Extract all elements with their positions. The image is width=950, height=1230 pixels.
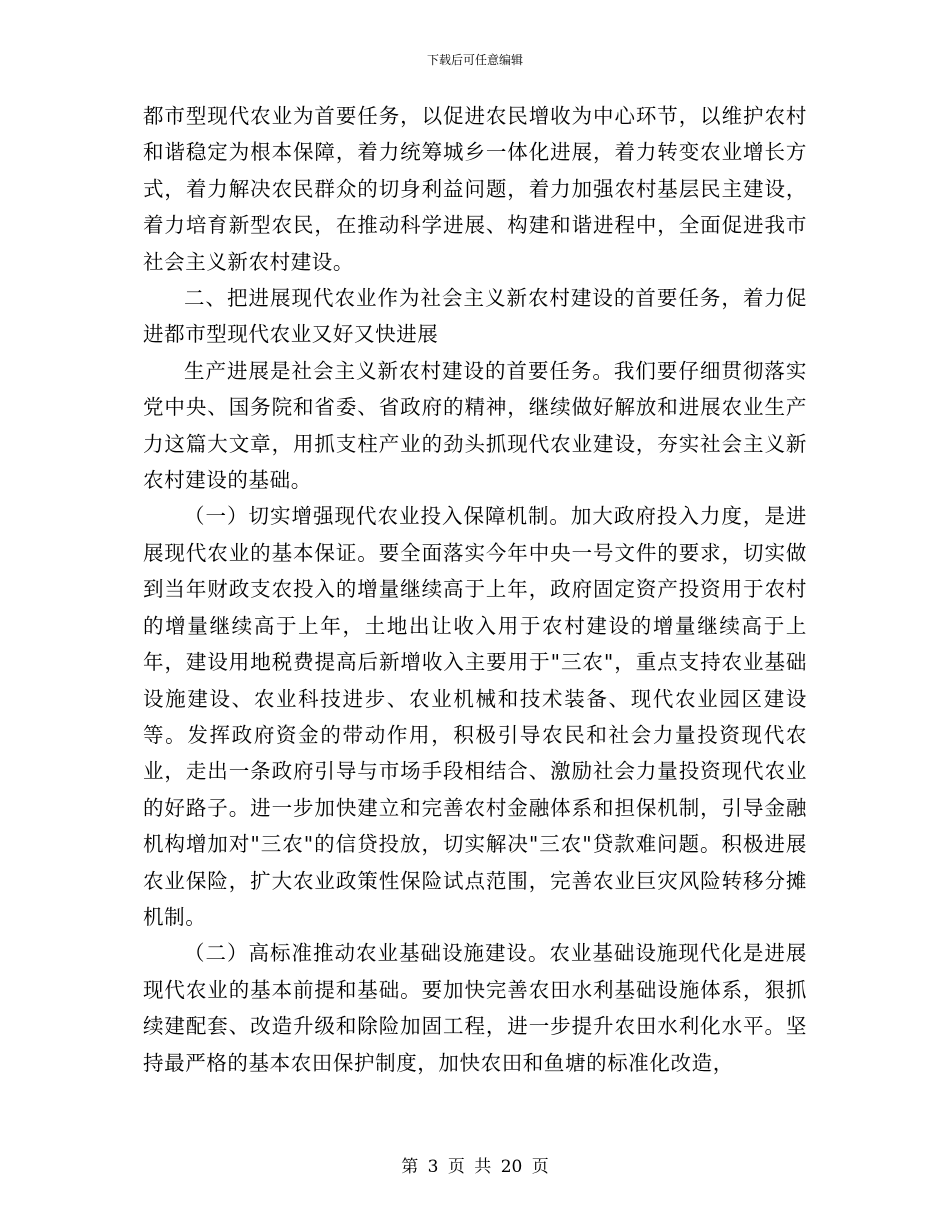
paragraph-4: （一）切实增强现代农业投入保障机制。加大政府投入力度，是进展现代农业的基本保证。要全面落实今年中央一号文件的要求，切实做到当年财政支农投入的增量继续高于上年，政府固定资产投资用于农村的增量继续高于上年，土地出让收入用于农村建设的增量继续高于上年，建设用地税费提高后新增收入主要用于"三农"，重点支持农业基础设施建设、农业科技进步、农业机械和技术装备、现代农业园区建设等。发挥政府资金的带动作用，积极引导农民和社会力量投资现代农业，走出一条政府引导与市场手段相结合、激励社会力量投资现代农业的好路子。进一步加快建立和完善农村金融体系和担保机制，引导金融机构增加对"三农"的信贷投放，切实解决"三农"贷款难问题。积极进展农业保险，扩大农业政策性保险试点范围，完善农业巨灾风险转移分摊机制。 bbox=[143, 504, 807, 929]
document-body bbox=[143, 98, 807, 1081]
section-heading: 二、把进展现代农业作为社会主义新农村建设的首要任务，着力促进都市型现代农业又好又快进展 bbox=[143, 286, 807, 347]
paragraph-5: （二）高标准推动农业基础设施建设。农业基础设施现代化是进展现代农业的基本前提和基础。要加快完善农田水利基础设施体系，狠抓续建配套、改造升级和除险加固工程，进一步提升农田水利化水平。坚持最严格的基本农田保护制度，加快农田和鱼塘的标准化改造， bbox=[143, 941, 807, 1075]
paragraph-1: 都市型现代农业为首要任务，以促进农民增收为中心环节，以维护农村和谐稳定为根本保障，着力统筹城乡一体化进展，着力转变农业增长方式，着力解决农民群众的切身利益问题，着力加强农村基层民主建设，着力培育新型农民，在推动科学进展、构建和谐进程中，全面促进我市社会主义新农村建设。 bbox=[143, 104, 807, 274]
page-number-footer: 第 3 页 共 20 页 bbox=[401, 1157, 549, 1177]
paragraph-3: 生产进展是社会主义新农村建设的首要任务。我们要仔细贯彻落实党中央、国务院和省委、省政府的精神，继续做好解放和进展农业生产力这篇大文章，用抓支柱产业的劲头抓现代农业建设，夯实社会主义新农村建设的基础。 bbox=[143, 358, 807, 493]
page-header: 下载后可任意编辑 bbox=[426, 53, 523, 67]
